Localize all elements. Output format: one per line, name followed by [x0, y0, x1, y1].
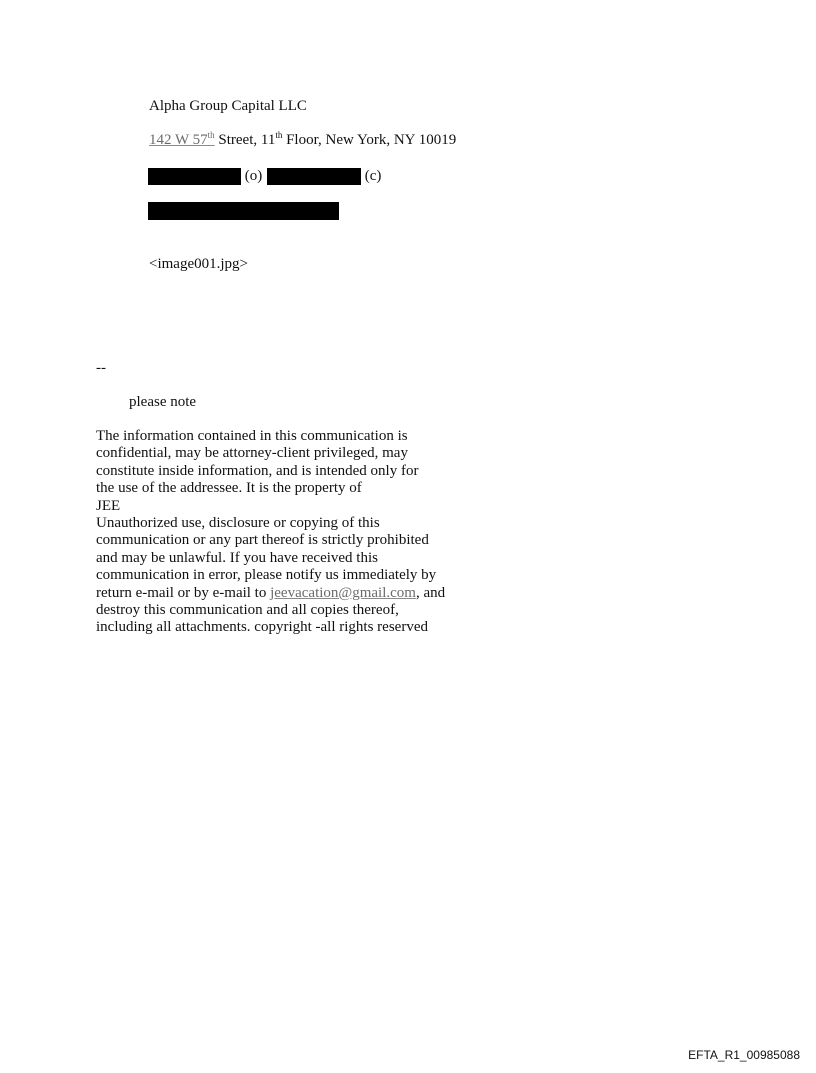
email-line-prefix: return e-mail or by e-mail to: [96, 584, 271, 601]
disclaimer-line: confidential, may be attorney-client privileged, may: [96, 445, 408, 462]
document-id: EFTA_R1_00985088: [688, 1048, 800, 1062]
address-rest: Floor, New York, NY 10019: [282, 132, 457, 148]
address-floor-sup: th: [275, 130, 283, 140]
redaction-office-phone: [148, 168, 241, 185]
signature-separator: --: [96, 360, 106, 376]
phone-cell-suffix: (c): [364, 168, 382, 184]
phone-office-suffix: (o): [244, 168, 263, 184]
please-note-text: please note: [129, 394, 197, 410]
address-street: Street, 11: [214, 132, 276, 148]
disclaimer-line: communication or any part thereof is strictly prohibited: [96, 532, 429, 549]
disclaimer-email-line: [96, 585, 476, 602]
confidentiality-disclaimer: [96, 428, 476, 637]
disclaimer-line: Unauthorized use, disclosure or copying of this: [96, 515, 380, 532]
address-link-text: 142 W 57: [149, 132, 208, 148]
email-line-suffix: , and: [415, 584, 446, 601]
company-address: [149, 131, 456, 149]
disclaimer-line: including all attachments. copyright -all rights reserved: [96, 619, 428, 636]
email-redaction-line: [148, 201, 339, 220]
address-link[interactable]: [149, 132, 215, 148]
disclaimer-line: communication in error, please notify us immediately by: [96, 567, 437, 584]
disclaimer-line: JEE: [96, 497, 121, 514]
disclaimer-line: and may be unlawful. If you have received this: [96, 549, 378, 566]
redaction-email: [148, 202, 339, 220]
image-placeholder: <image001.jpg>: [149, 256, 248, 272]
company-name: Alpha Group Capital LLC: [149, 98, 307, 114]
redaction-cell-phone: [267, 168, 361, 185]
address-link-sup: th: [207, 130, 215, 140]
disclaimer-line: the use of the addressee. It is the property of: [96, 480, 362, 497]
contact-email-link[interactable]: jeevacation@gmail.com: [270, 584, 416, 601]
disclaimer-line: constitute inside information, and is intended only for: [96, 462, 419, 479]
disclaimer-line: destroy this communication and all copies thereof,: [96, 602, 399, 619]
disclaimer-line: The information contained in this communication is: [96, 428, 408, 444]
phone-line: [148, 167, 381, 185]
